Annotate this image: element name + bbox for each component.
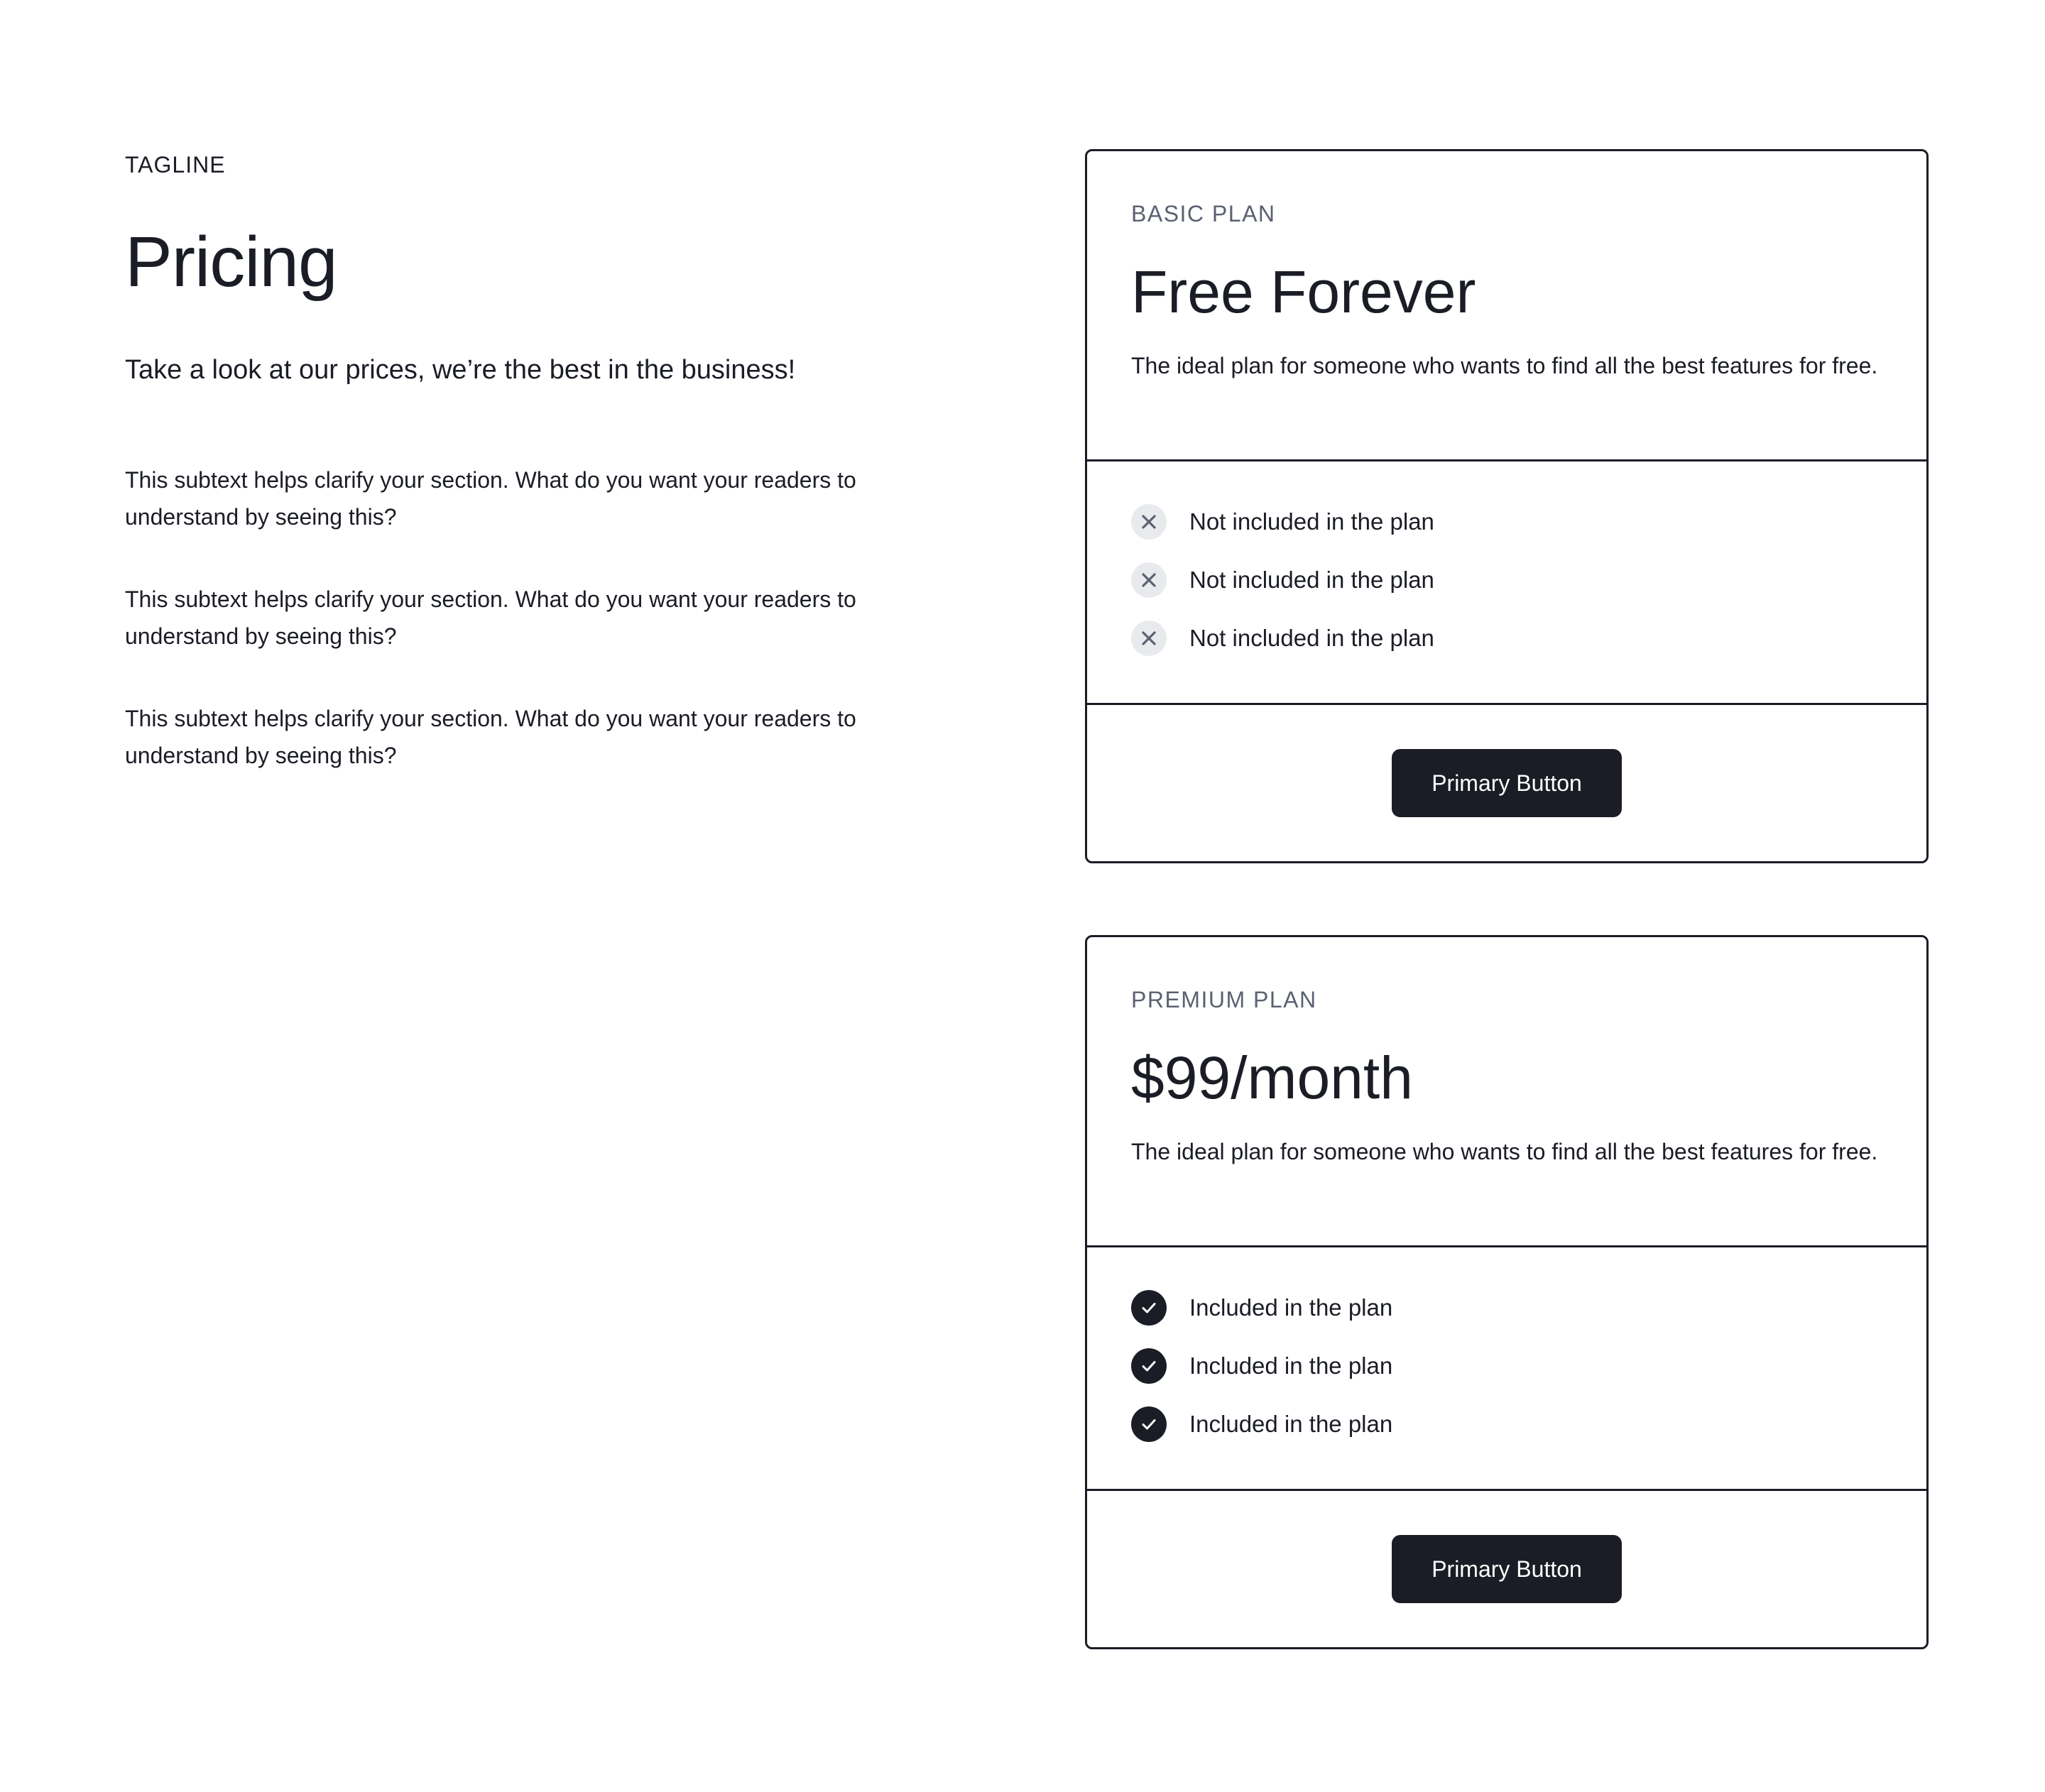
x-icon — [1131, 621, 1167, 656]
check-icon — [1131, 1290, 1167, 1326]
x-icon — [1131, 504, 1167, 540]
feature-item — [1131, 504, 1882, 540]
feature-list — [1087, 1247, 1926, 1491]
pricing-card-premium — [1085, 935, 1929, 1649]
feature-label: Not included in the plan — [1189, 625, 1434, 651]
plan-label: BASIC PLAN — [1131, 201, 1276, 226]
plan-price: Free Forever — [1131, 258, 1476, 325]
feature-item — [1131, 1406, 1882, 1442]
feature-item — [1131, 1290, 1882, 1326]
check-icon — [1131, 1406, 1167, 1442]
page-subtitle: Take a look at our prices, we’re the best in the business! — [125, 355, 796, 385]
feature-label: Included in the plan — [1189, 1294, 1393, 1321]
card-footer — [1087, 1491, 1926, 1647]
tagline: TAGLINE — [125, 152, 226, 177]
subtext-paragraph-2: This subtext helps clarify your section. What do you want your readers to understand by seeing this? — [125, 586, 856, 649]
pricing-card-basic — [1085, 149, 1929, 863]
feature-label: Not included in the plan — [1189, 508, 1434, 535]
primary-button-premium[interactable]: Primary Button — [1392, 1535, 1622, 1603]
feature-label: Not included in the plan — [1189, 567, 1434, 593]
page-title: Pricing — [125, 222, 337, 302]
card-footer — [1087, 705, 1926, 861]
primary-button-basic[interactable]: Primary Button — [1392, 749, 1622, 817]
plan-description: The ideal plan for someone who wants to find all the best features for free. — [1131, 353, 1878, 378]
subtext-paragraph-3: This subtext helps clarify your section. What do you want your readers to understand by seeing this? — [125, 706, 856, 768]
feature-item — [1131, 1348, 1882, 1384]
subtext-paragraph-1: This subtext helps clarify your section. What do you want your readers to understand by seeing this? — [125, 467, 856, 530]
feature-list — [1087, 461, 1926, 705]
plan-label: PREMIUM PLAN — [1131, 987, 1317, 1012]
feature-label: Included in the plan — [1189, 1353, 1393, 1379]
check-icon — [1131, 1348, 1167, 1384]
card-header — [1087, 937, 1926, 1247]
feature-item — [1131, 562, 1882, 598]
intro-section — [125, 149, 942, 774]
card-header — [1087, 151, 1926, 461]
plan-price: $99/month — [1131, 1044, 1413, 1111]
feature-item — [1131, 621, 1882, 656]
plan-description: The ideal plan for someone who wants to find all the best features for free. — [1131, 1139, 1878, 1164]
feature-label: Included in the plan — [1189, 1411, 1393, 1437]
x-icon — [1131, 562, 1167, 598]
